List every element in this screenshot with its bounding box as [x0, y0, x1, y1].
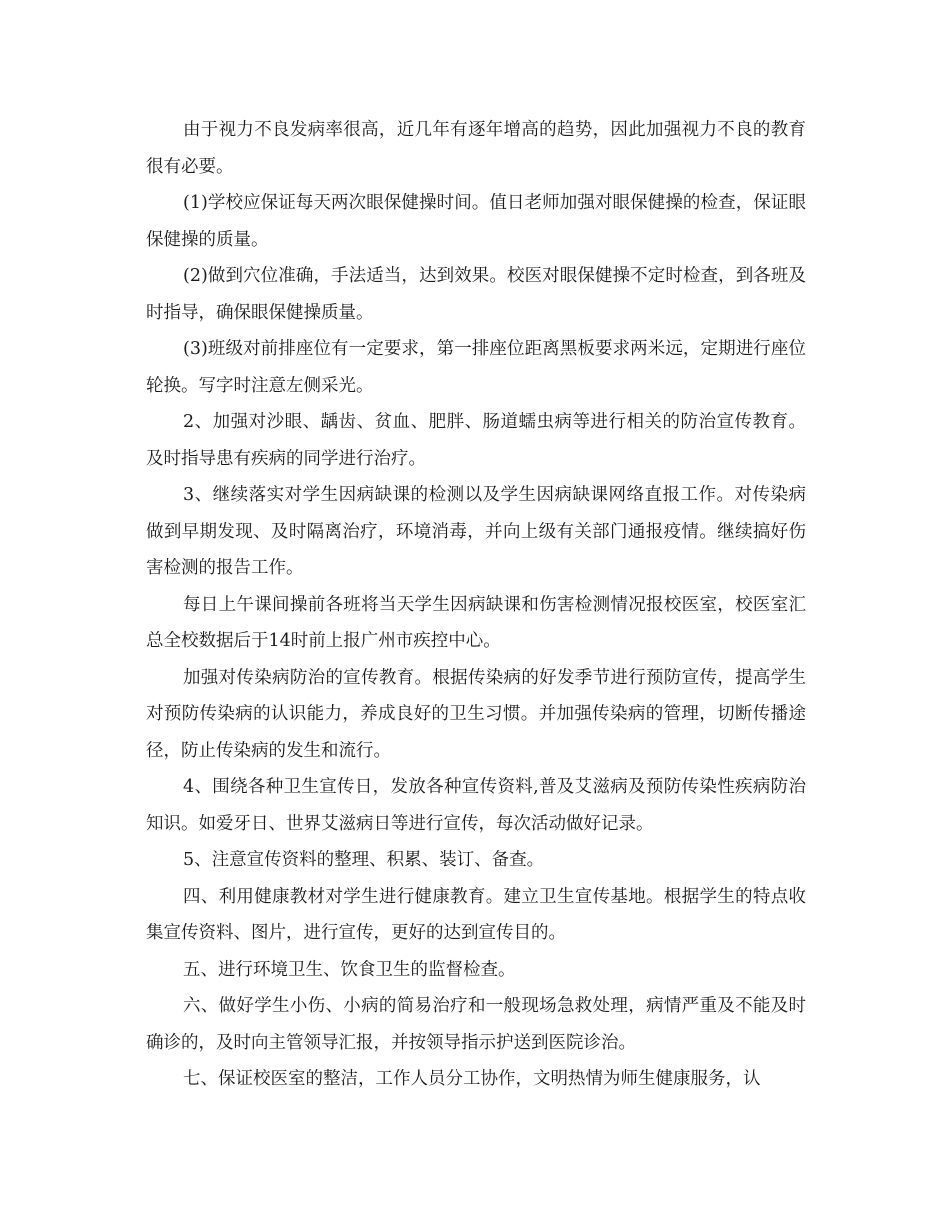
- paragraph-first-aid: 六、做好学生小伤、小病的简易治疗和一般现场急救处理，病情严重及不能及时确诊的，及时向主管领导汇报，并按领导指示护送到医院诊治。: [146, 996, 806, 1053]
- paragraph-sanitation-inspection: 五、进行环境卫生、饮食卫生的监督检查。: [183, 959, 516, 980]
- paragraph-vision-intro: 由于视力不良发病率很高，近几年有逐年增高的趋势，因此加强视力不良的教育很有必要。: [146, 120, 806, 177]
- paragraph-acupoint-accuracy: (2)做到穴位准确，手法适当，达到效果。校医对眼保健操不定时检查，到各班及时指导，确保眼保健操质量。: [146, 266, 806, 323]
- paragraph-infectious-disease-education: 加强对传染病防治的宣传教育。根据传染病的好发季节进行预防宣传，提高学生对预防传染病的认识能力，养成良好的卫生习惯。并加强传染病的管理，切断传播途径，防止传染病的发生和流行。: [146, 667, 806, 761]
- paragraph-daily-report: 每日上午课间操前各班将当天学生因病缺课和伤害检测情况报校医室，校医室汇总全校数据后于14时前上报广州市疾控中心。: [146, 594, 806, 651]
- paragraph-health-education: 四、利用健康教材对学生进行健康教育。建立卫生宣传基地。根据学生的特点收集宣传资料、图片，进行宣传，更好的达到宣传目的。: [146, 886, 806, 943]
- paragraph-absence-reporting: 3、继续落实对学生因病缺课的检测以及学生因病缺课网络直报工作。对传染病做到早期发现、及时隔离治疗，环境消毒，并向上级有关部门通报疫情。继续搞好伤害检测的报告工作。: [146, 485, 806, 578]
- paragraph-health-promotion-days: 4、围绕各种卫生宣传日，发放各种宣传资料,普及艾滋病及预防传染性疾病防治知识。如爱牙日、世界艾滋病日等进行宣传，每次活动做好记录。: [146, 777, 806, 834]
- paragraph-seat-rotation: (3)班级对前排座位有一定要求，第一排座位距离黑板要求两米远，定期进行座位轮换。写字时注意左侧采光。: [146, 339, 806, 396]
- paragraph-eye-exercise-time: (1)学校应保证每天两次眼保健操时间。值日老师加强对眼保健操的检查，保证眼保健操的质量。: [146, 193, 806, 250]
- paragraph-material-archiving: 5、注意宣传资料的整理、积累、装订、备查。: [183, 850, 545, 870]
- paragraph-clinic-maintenance: 七、保证校医室的整洁，工作人员分工协作，文明热情为师生健康服务，认: [183, 1069, 761, 1089]
- document-body: [146, 112, 806, 1098]
- paragraph-disease-prevention: 2、加强对沙眼、龋齿、贫血、肥胖、肠道蠕虫病等进行相关的防治宣传教育。及时指导患有疾病的同学进行治疗。: [146, 412, 806, 469]
